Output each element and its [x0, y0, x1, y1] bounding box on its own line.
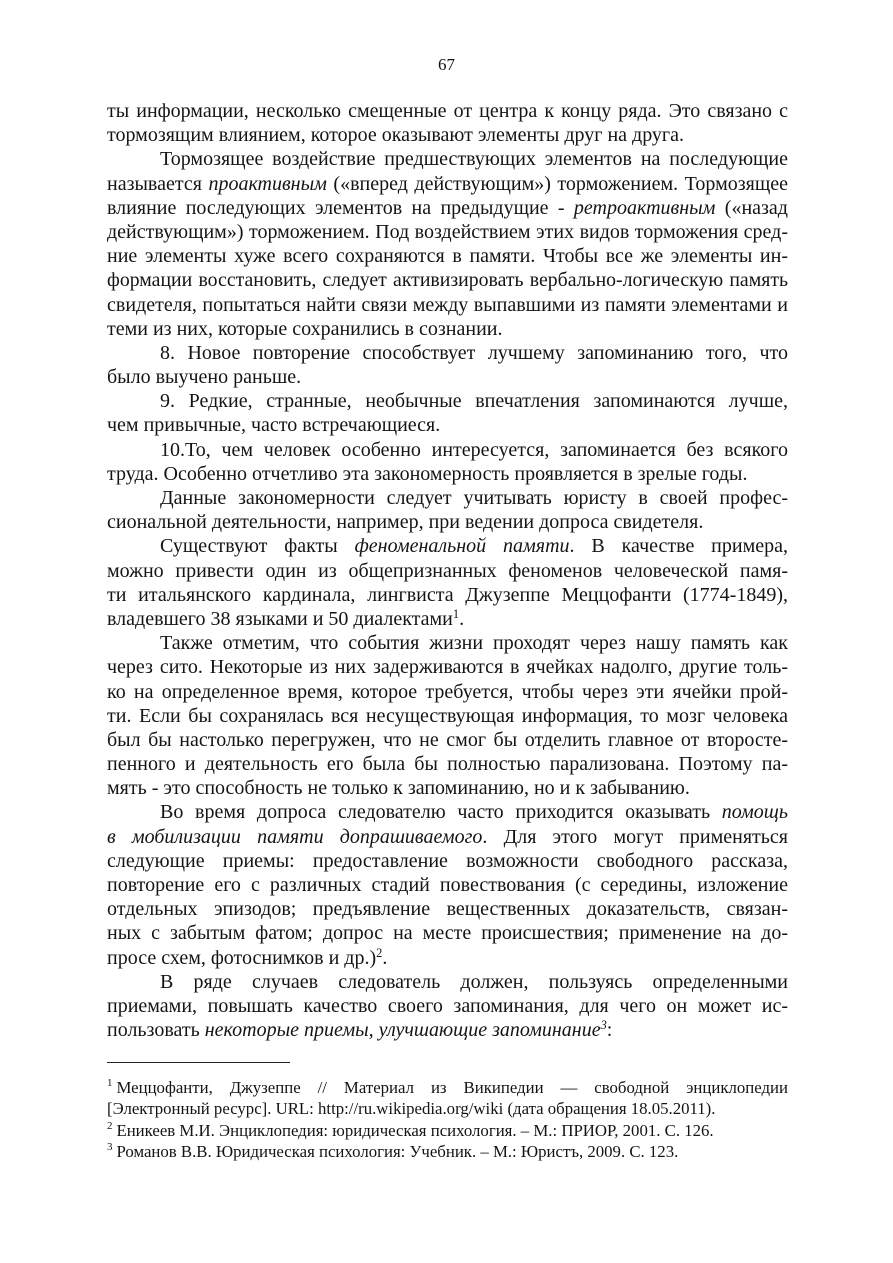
italic-text: в мобилизации памяти допрашиваемого [107, 825, 483, 848]
text-line [107, 994, 788, 1018]
text-line [107, 244, 788, 268]
text-line [107, 800, 788, 824]
paragraph [107, 486, 788, 534]
footnotes [107, 1077, 788, 1162]
paragraph [107, 438, 788, 486]
text-line [107, 631, 788, 655]
text-line [107, 172, 788, 196]
text-segment: просе схем, фотоснимков и др.) [107, 946, 377, 969]
text-line [107, 607, 788, 631]
text-line [107, 704, 788, 728]
page-number: 67 [438, 55, 455, 74]
paragraph [107, 99, 788, 147]
text-segment: . Для этого могут применяться [482, 825, 788, 848]
text-segment: Во время допроса следователю часто приходится оказывать [160, 801, 722, 824]
text-line [107, 728, 788, 752]
footnote-reference: 1 [452, 607, 460, 622]
text-segment: ние элементы хуже всего сохраняются в памяти. Чтобы все же элементы ин- [107, 245, 788, 268]
text-line [107, 752, 788, 776]
text-line [107, 583, 788, 607]
footnote [107, 1141, 788, 1162]
paragraph [107, 631, 788, 800]
text-line [107, 776, 788, 800]
italic-text: проактивным [208, 172, 327, 195]
text-segment: 8. Новое повторение способствует лучшему запоминанию того, что [160, 341, 788, 364]
text-segment: сиональной деятельности, например, при ведении допроса свидетеля. [107, 511, 704, 534]
text-segment: пенного и деятельность его была бы полностью парализована. Поэтому па- [107, 753, 788, 776]
text-line [107, 365, 788, 389]
text-line [107, 389, 788, 413]
text-segment: Также отметим, что события жизни проходят через нашу память как [160, 632, 788, 655]
text-segment: Данные закономерности следует учитывать юристу в своей профес- [160, 487, 788, 509]
text-line [107, 849, 788, 873]
footnote [107, 1077, 788, 1120]
text-line [107, 438, 788, 462]
text-segment: повторение его с различных стадий повествования (с середины, изложение [107, 874, 788, 896]
text-segment: Тормозящее воздействие предшествующих элементов на последующие [160, 148, 788, 171]
text-line [107, 123, 788, 147]
text-segment: владевшего 38 языками и 50 диалектами [107, 607, 453, 630]
body-text [107, 99, 788, 1042]
paragraph [107, 341, 788, 389]
footnote [107, 1120, 788, 1141]
paragraph [107, 970, 788, 1043]
text-line [107, 268, 788, 292]
paragraph [107, 534, 788, 631]
paragraph [107, 800, 788, 969]
text-line [107, 510, 788, 534]
text-line [107, 341, 788, 365]
text-line [107, 293, 788, 317]
italic-text: некоторые приемы, улучшающие запоминание [204, 1019, 601, 1042]
text-line [107, 534, 788, 558]
text-segment: свидетеля, попытаться найти связи между выпавшими из памяти элементами и [107, 293, 788, 316]
text-segment: можно привести один из общепризнанных феноменов человеческой памя- [107, 559, 788, 582]
text-segment: («вперед действующим») торможением. Тормозящее [326, 172, 788, 195]
text-segment: 9. Редкие, странные, необычные впечатления запоминаются лучше, [160, 390, 788, 413]
text-line [107, 655, 788, 679]
text-segment: . [382, 946, 388, 969]
text-segment: : [606, 1019, 613, 1042]
text-segment: труда. Особенно отчетливо эта закономерность проявляется в зрелые годы. [107, 462, 748, 485]
italic-text: помощь [721, 801, 788, 824]
text-segment: пользовать [107, 1019, 205, 1042]
footnote-line [107, 1141, 788, 1162]
text-segment: следующие приемы: предоставление возможности свободного рассказа, [107, 849, 788, 872]
text-segment: ти итальянского кардинала, лингвиста Джузеппе Меццофанти (1774-1849), [107, 583, 788, 606]
text-segment: было выучено раньше. [107, 366, 302, 389]
text-segment: был бы настолько перегружен, что не смог бы отделить главное от второсте- [107, 728, 788, 751]
paragraph [107, 389, 788, 437]
text-line [107, 413, 788, 437]
text-segment: ных с забытым фатом; допрос на месте происшествия; применение на до- [107, 922, 788, 945]
text-line [107, 873, 788, 897]
text-line [107, 897, 788, 921]
text-segment: чем привычные, часто встречающиеся. [107, 414, 441, 437]
text-segment: ти. Если бы сохранялась вся несуществующая информация, то мозг человека [107, 704, 788, 727]
footnote-reference: 3 [600, 1018, 607, 1033]
text-segment: тормозящим влиянием, которое оказывают элементы друг на друга. [107, 124, 685, 147]
italic-text: феноменальной памяти [354, 535, 570, 558]
footnote-text: Романов В.В. Юридическая психология: Учебник. – М.: Юристъ, 2009. С. 123. [116, 1141, 679, 1161]
footnote-line [107, 1098, 788, 1119]
footnote-text: Еникеев М.И. Энциклопедия: юридическая психология. – М.: ПРИОР, 2001. С. 126. [116, 1120, 714, 1140]
text-segment: мять - это способность не только к запоминанию, но и к забыванию. [107, 777, 690, 800]
text-segment: приемами, повышать качество своего запоминания, для чего он может ис- [107, 994, 788, 1017]
text-line [107, 147, 788, 171]
footnote-text: Меццофанти, Джузеппе // Материал из Википедии — свободной энциклопедии [116, 1078, 788, 1097]
footnote-text: [Электронный ресурс]. URL: http://ru.wikipedia.org/wiki (дата обращения 18.05.2011). [107, 1099, 716, 1119]
text-segment: формации восстановить, следует активизировать вербально-логическую память [107, 269, 788, 292]
text-segment: называется [107, 172, 209, 195]
footnote-mark: 3 [107, 1141, 113, 1154]
footnote-mark: 2 [107, 1120, 113, 1133]
text-line [107, 220, 788, 244]
text-line [107, 317, 788, 341]
text-segment: влияние последующих элементов на предыдущие - [107, 196, 574, 219]
text-segment: Существуют факты [160, 535, 355, 558]
text-segment: действующим») торможением. Под воздействием этих видов торможения сред- [107, 220, 788, 243]
text-line [107, 196, 788, 220]
paragraph [107, 147, 788, 341]
text-line [107, 1018, 788, 1042]
text-line [107, 462, 788, 486]
text-segment: теми из них, которые сохранились в сознании. [107, 317, 503, 340]
footnote-line [107, 1077, 788, 1098]
text-line [107, 559, 788, 583]
text-line [107, 921, 788, 945]
text-segment: . [459, 607, 465, 630]
text-segment: через сито. Некоторые из них задерживаются в ячейках надолго, другие толь- [107, 656, 788, 679]
text-line [107, 825, 788, 849]
footnote-reference: 2 [376, 945, 383, 960]
italic-text: ретроактивным [573, 196, 716, 219]
text-line [107, 946, 788, 970]
text-segment: отдельных эпизодов; предъявление вещественных доказательств, связан- [107, 898, 788, 921]
text-segment: ты информации, несколько смещенные от центра к концу ряда. Это связано с [107, 100, 788, 122]
footnote-line [107, 1120, 788, 1141]
text-line [107, 99, 788, 123]
footnote-separator [107, 1062, 290, 1063]
text-line [107, 970, 788, 994]
text-segment: 10.То, чем человек особенно интересуется, запоминается без всякого [160, 438, 788, 461]
text-segment: («назад [715, 196, 788, 219]
text-segment: ко на определенное время, которое требуется, чтобы через эти ячейки прой- [107, 680, 788, 703]
footnote-mark: 1 [107, 1077, 113, 1090]
text-segment: . В качестве примера, [569, 535, 788, 558]
text-line [107, 486, 788, 510]
text-line [107, 680, 788, 704]
text-segment: В ряде случаев следователь должен, пользуясь определенными [160, 970, 788, 993]
